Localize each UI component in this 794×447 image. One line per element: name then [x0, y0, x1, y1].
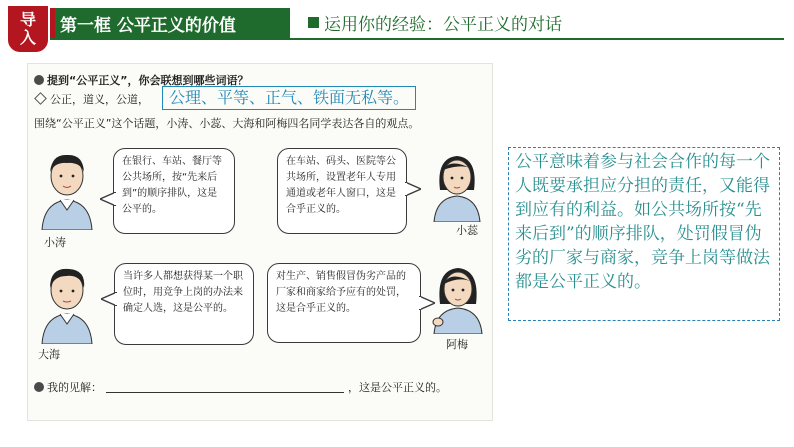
handwritten-answer: 公理、平等、正气、铁面无私等。 [162, 86, 416, 110]
dialogue-bubble-amei: 对生产、销售假冒伪劣产品的厂家和商家给予应有的处罚，这是合乎正义的。 [267, 263, 421, 343]
my-view-bullet-icon [34, 382, 44, 392]
name-xiaotao: 小涛 [44, 236, 66, 249]
dialogue-bubble-xiaorui: 在车站、码头、医院等公共场所，设置老年人专用通道或老年人窗口，这是合乎正义的。 [277, 148, 407, 234]
badge-bottom-char: 入 [19, 28, 36, 47]
badge-top-char: 导 [19, 10, 36, 29]
question-bullet-icon [34, 75, 44, 85]
explanation-box: 公平意味着参与社会合作的每一个人既要承担应分担的责任，又能得到应有的利益。如公共场所按“先来后到”的顺序排队，处罚假冒伪劣的厂家与商家，竞争上岗等做法都是公平正义的。 [508, 147, 780, 321]
name-xiaorui: 小蕊 [456, 224, 478, 237]
my-view-blank[interactable] [106, 392, 344, 393]
my-view-line: 我的见解： ，这是公平正义的。 [34, 379, 447, 395]
bubble-tail-dahai [101, 292, 117, 306]
intro-text: 围绕“公平正义”这个话题，小涛、小蕊、大海和阿梅四名同学表达各自的观点。 [34, 117, 420, 130]
title-accent [50, 8, 55, 38]
dialogue-bubble-xiaotao: 在银行、车站、餐厅等公共场所，按“先来后到”的顺序排队，这是公平的。 [113, 148, 235, 234]
diamond-bullet-icon [34, 92, 47, 105]
name-dahai: 大海 [38, 348, 60, 361]
question-1: 提到“公平正义”，你会联想到哪些词语？ [34, 72, 248, 88]
student-amei-icon [428, 262, 488, 334]
student-xiaorui-icon [426, 150, 488, 222]
activity-subtitle [308, 10, 562, 35]
bubble-tail-xiaorui [405, 182, 421, 196]
name-amei: 阿梅 [446, 338, 468, 351]
dialogue-bubble-dahai: 当许多人都想获得某一个职位时，用竞争上岗的办法来确定人选，这是公平的。 [114, 263, 254, 345]
words-line: 公正，道义，公道， [34, 91, 149, 107]
student-xiaotao-icon [36, 150, 98, 230]
bubble-tail-xiaotao [100, 192, 116, 206]
activity-subtitle-text: 运用你的经验：公平正义的对话 [324, 15, 562, 35]
textbook-page [27, 63, 493, 421]
student-dahai-icon [36, 264, 98, 344]
section-title: 第一框 公平正义的价值 [60, 15, 236, 36]
header-divider [50, 38, 784, 40]
square-bullet-icon [308, 17, 319, 28]
lesson-badge [8, 6, 48, 52]
section-title-bar [50, 8, 290, 38]
